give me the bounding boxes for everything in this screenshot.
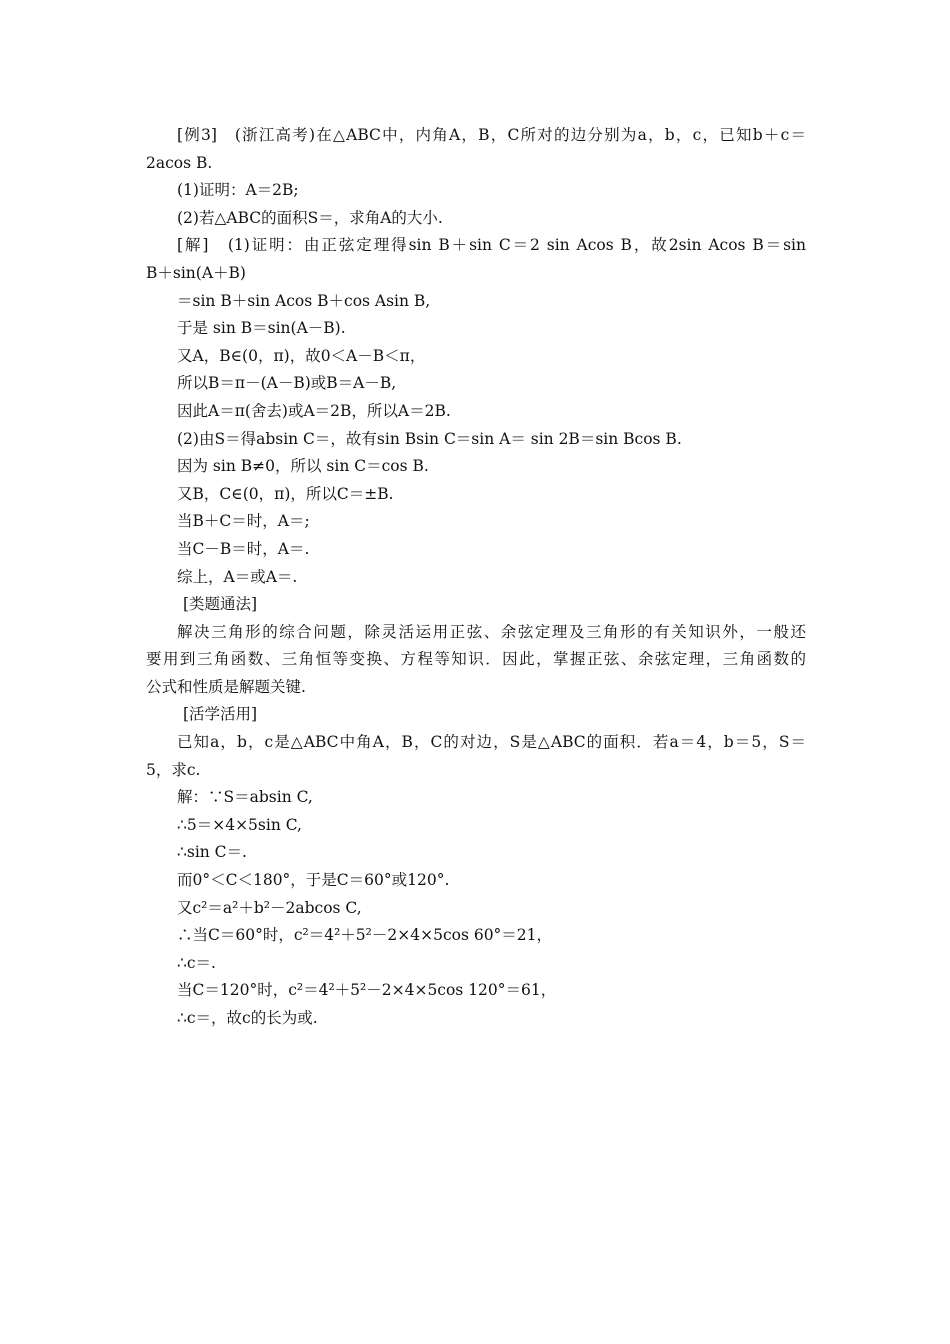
text-line: 当C＝120°时，c²＝4²＋5²－2×4×5cos 120°＝61， — [177, 981, 557, 1000]
text-line: 当C－B＝时，A＝. — [177, 539, 310, 558]
document-body — [146, 122, 806, 1033]
text-line: [解] (1)证明：由正弦定理得sin B＋sin C＝2 sin Acos B，故2sin Acos B＝sin — [177, 236, 806, 255]
text-line: 2acos B. — [146, 153, 213, 172]
text-line: ∴c＝. — [177, 953, 216, 972]
text-line: ＝sin B＋sin Acos B＋cos Asin B, — [177, 291, 431, 310]
text-line: (1)证明：A＝2B; — [177, 181, 299, 200]
text-line: (2)若△ABC的面积S＝，求角A的大小. — [177, 208, 443, 227]
text-line: [活学活用] — [183, 705, 258, 724]
text-line: 5，求c. — [146, 760, 201, 779]
text-line: B＋sin(A＋B) — [146, 263, 246, 282]
text-line: 又c²＝a²＋b²－2abcos C, — [177, 898, 362, 917]
text-line: [类题通法] — [183, 595, 258, 614]
text-line: 已知a，b，c是△ABC中角A，B，C的对边，S是△ABC的面积．若a＝4，b＝5，S＝ — [177, 733, 806, 752]
text-line: 又B，C∈(0，π)，所以C＝±B. — [177, 484, 394, 503]
text-line: ∴5＝×4×5sin C, — [177, 815, 302, 834]
text-line: [例3] (浙江高考)在△ABC中，内角A，B，C所对的边分别为a，b，c，已知b＋c＝ — [177, 126, 806, 144]
text-line: 所以B＝π－(A－B)或B＝A－B, — [177, 374, 397, 393]
text-line: 因此A＝π(舍去)或A＝2B，所以A＝2B. — [177, 401, 451, 420]
text-line: (2)由S＝得absin C＝，故有sin Bsin C＝sin A＝ sin 2B＝sin Bcos B. — [177, 429, 682, 448]
text-line: ∴sin C＝. — [177, 843, 247, 862]
text-line: 而0°＜C＜180°，于是C＝60°或120°. — [177, 871, 450, 890]
text-line: ∴当C＝60°时，c²＝4²＋5²－2×4×5cos 60°＝21， — [177, 926, 553, 945]
text-line: 又A，B∈(0，π)，故0＜A－B＜π， — [177, 346, 426, 365]
text-line: 公式和性质是解题关键. — [146, 677, 306, 696]
text-line: 解决三角形的综合问题，除灵活运用正弦、余弦定理及三角形的有关知识外，一般还 — [177, 622, 806, 641]
text-line: 解：∵S＝absin C, — [177, 788, 313, 807]
text-line: 因为 sin B≠0，所以 sin C＝cos B. — [177, 457, 429, 476]
text-line: 于是 sin B＝sin(A－B). — [177, 319, 346, 338]
text-line: 当B＋C＝时，A＝; — [177, 512, 310, 531]
text-line: ∴c＝，故c的长为或. — [177, 1009, 318, 1027]
text-line: 综上，A＝或A＝. — [177, 567, 298, 586]
text-line: 要用到三角函数、三角恒等变换、方程等知识．因此，掌握正弦、余弦定理，三角函数的 — [146, 650, 806, 669]
